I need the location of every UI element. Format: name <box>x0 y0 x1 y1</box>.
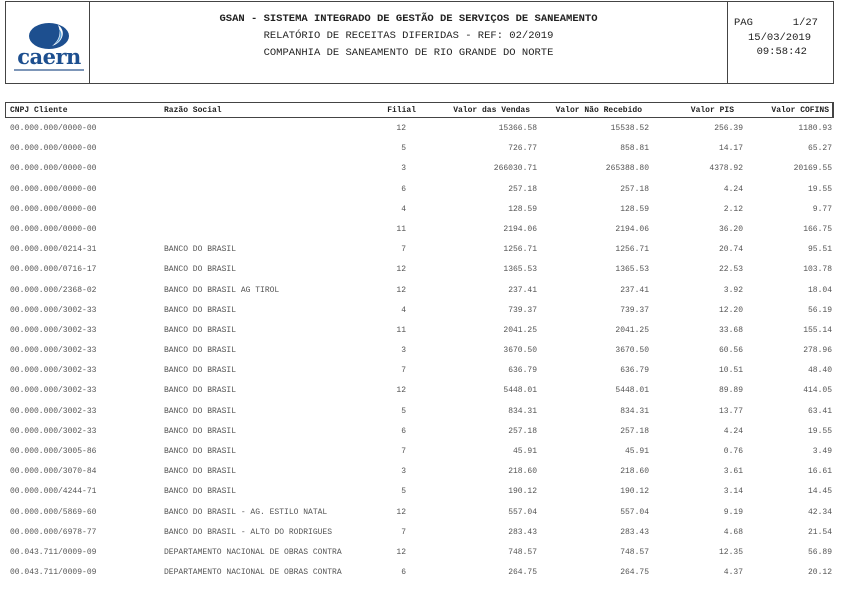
cell-filial: 12 <box>396 124 406 133</box>
column-header-valor-vendas: Valor das Vendas <box>453 106 530 115</box>
cell-filial: 4 <box>401 204 406 214</box>
cell-filial: 7 <box>401 245 406 255</box>
cell-valor-nao-recebido: 739.37 <box>620 305 649 315</box>
cell-valor-nao-recebido: 283.43 <box>620 527 649 537</box>
cell-filial: 6 <box>401 184 406 194</box>
cell-razao-social: BANCO DO BRASIL <box>164 447 237 456</box>
table-row <box>0 245 846 265</box>
cell-filial: 12 <box>396 507 406 517</box>
report-time: 09:58:42 <box>756 46 807 58</box>
cell-valor-pis: 4.37 <box>723 568 743 578</box>
cell-valor-vendas: 190.12 <box>508 487 537 497</box>
cell-valor-nao-recebido: 45.91 <box>624 447 649 456</box>
cell-valor-cofins: 20169.55 <box>793 164 832 174</box>
table-row <box>0 205 846 225</box>
cell-valor-pis: 256.39 <box>714 124 743 133</box>
cell-valor-cofins: 63.41 <box>807 406 832 416</box>
cell-valor-cofins: 21.54 <box>807 527 832 537</box>
cell-cnpj: 00.000.000/3005-86 <box>10 447 97 456</box>
cell-cnpj: 00.000.000/0000-00 <box>10 164 97 174</box>
cell-cnpj: 00.000.000/3002-33 <box>10 305 97 315</box>
cell-valor-cofins: 103.78 <box>803 265 832 275</box>
cell-cnpj: 00.000.000/0000-00 <box>10 144 97 154</box>
cell-valor-vendas: 128.59 <box>508 204 537 214</box>
cell-razao-social: BANCO DO BRASIL <box>164 346 237 356</box>
logo-tagline <box>14 69 84 71</box>
table-row <box>0 548 846 568</box>
report-title-block <box>90 2 727 83</box>
cell-valor-pis: 14.17 <box>718 144 743 154</box>
cell-valor-cofins: 20.12 <box>807 568 832 578</box>
table-row <box>0 386 846 406</box>
cell-valor-nao-recebido: 218.60 <box>620 467 649 477</box>
cell-valor-pis: 3.61 <box>723 467 743 477</box>
cell-filial: 5 <box>401 144 406 154</box>
cell-valor-vendas: 257.18 <box>508 426 537 436</box>
table-row <box>0 306 846 326</box>
cell-valor-vendas: 748.57 <box>508 547 537 557</box>
table-row <box>0 528 846 548</box>
cell-valor-vendas: 3670.50 <box>503 346 537 356</box>
cell-cnpj: 00.000.000/0000-00 <box>10 124 97 133</box>
cell-filial: 7 <box>401 447 406 456</box>
cell-filial: 7 <box>401 366 406 376</box>
cell-razao-social: BANCO DO BRASIL <box>164 265 237 275</box>
cell-cnpj: 00.000.000/3002-33 <box>10 325 97 335</box>
cell-valor-nao-recebido: 190.12 <box>620 487 649 497</box>
cell-valor-cofins: 155.14 <box>803 325 832 335</box>
cell-valor-nao-recebido: 5448.01 <box>615 386 649 396</box>
cell-filial: 3 <box>401 346 406 356</box>
cell-valor-pis: 60.56 <box>718 346 743 356</box>
cell-filial: 12 <box>396 386 406 396</box>
cell-valor-pis: 9.19 <box>723 507 743 517</box>
cell-cnpj: 00.000.000/3002-33 <box>10 386 97 396</box>
report-header <box>5 1 834 84</box>
cell-valor-pis: 22.53 <box>718 265 743 275</box>
column-header-valor-pis: Valor PIS <box>690 106 734 115</box>
cell-valor-nao-recebido: 2194.06 <box>615 224 649 234</box>
cell-valor-vendas: 257.18 <box>508 184 537 194</box>
table-row <box>0 366 846 386</box>
cell-valor-cofins: 278.96 <box>803 346 832 356</box>
table-row <box>0 427 846 447</box>
table-row <box>0 144 846 164</box>
cell-valor-vendas: 218.60 <box>508 467 537 477</box>
cell-valor-cofins: 18.04 <box>807 285 832 295</box>
table-row <box>0 487 846 507</box>
cell-valor-nao-recebido: 858.81 <box>620 144 649 154</box>
cell-valor-nao-recebido: 834.31 <box>620 406 649 416</box>
cell-valor-vendas: 266030.71 <box>493 164 537 174</box>
cell-valor-vendas: 726.77 <box>508 144 537 154</box>
cell-cnpj: 00.000.000/4244-71 <box>10 487 97 497</box>
company-name: COMPANHIA DE SANEAMENTO DE RIO GRANDE DO NORTE <box>263 47 554 59</box>
cell-valor-nao-recebido: 748.57 <box>620 547 649 557</box>
table-row <box>0 286 846 306</box>
cell-valor-cofins: 14.45 <box>807 487 832 497</box>
cell-filial: 12 <box>396 547 406 557</box>
cell-valor-vendas: 557.04 <box>508 507 537 517</box>
cell-razao-social: BANCO DO BRASIL <box>164 467 237 477</box>
cell-razao-social: BANCO DO BRASIL <box>164 325 237 335</box>
cell-valor-cofins: 1180.93 <box>798 124 832 133</box>
cell-filial: 5 <box>401 406 406 416</box>
cell-filial: 11 <box>396 325 406 335</box>
column-header-valor-nao-recebido: Valor Não Recebido <box>555 106 642 115</box>
cell-valor-cofins: 65.27 <box>807 144 832 154</box>
table-row <box>0 225 846 245</box>
cell-razao-social: BANCO DO BRASIL <box>164 245 237 255</box>
cell-valor-nao-recebido: 264.75 <box>620 568 649 578</box>
cell-valor-pis: 4.24 <box>723 184 743 194</box>
cell-valor-cofins: 95.51 <box>807 245 832 255</box>
cell-valor-cofins: 56.89 <box>807 547 832 557</box>
cell-cnpj: 00.000.000/0000-00 <box>10 224 97 234</box>
table-body <box>0 124 846 588</box>
cell-valor-cofins: 414.05 <box>803 386 832 396</box>
table-row <box>0 508 846 528</box>
cell-valor-cofins: 3.49 <box>812 447 832 456</box>
cell-valor-cofins: 9.77 <box>812 204 832 214</box>
cell-valor-pis: 0.76 <box>723 447 743 456</box>
table-row <box>0 185 846 205</box>
report-title: RELATÓRIO DE RECEITAS DIFERIDAS - REF: 02/2019 <box>263 30 554 42</box>
table-row <box>0 326 846 346</box>
cell-valor-nao-recebido: 128.59 <box>620 204 649 214</box>
cell-valor-pis: 4.24 <box>723 426 743 436</box>
cell-valor-cofins: 166.75 <box>803 224 832 234</box>
cell-filial: 12 <box>396 265 406 275</box>
cell-valor-vendas: 5448.01 <box>503 386 537 396</box>
cell-filial: 3 <box>401 164 406 174</box>
cell-valor-pis: 4378.92 <box>709 164 743 174</box>
cell-valor-nao-recebido: 3670.50 <box>615 346 649 356</box>
table-row <box>0 447 846 467</box>
cell-cnpj: 00.000.000/0000-00 <box>10 204 97 214</box>
cell-razao-social: BANCO DO BRASIL <box>164 386 237 396</box>
column-header-valor-cofins: Valor COFINS <box>771 106 829 115</box>
cell-valor-vendas: 739.37 <box>508 305 537 315</box>
cell-valor-nao-recebido: 1256.71 <box>615 245 649 255</box>
cell-razao-social: BANCO DO BRASIL <box>164 406 237 416</box>
cell-valor-pis: 13.77 <box>718 406 743 416</box>
table-row <box>0 407 846 427</box>
table-row <box>0 164 846 184</box>
cell-valor-pis: 2.12 <box>723 204 743 214</box>
cell-valor-vendas: 636.79 <box>508 366 537 376</box>
cell-filial: 12 <box>396 285 406 295</box>
cell-valor-nao-recebido: 237.41 <box>620 285 649 295</box>
cell-valor-vendas: 834.31 <box>508 406 537 416</box>
cell-valor-cofins: 16.61 <box>807 467 832 477</box>
cell-razao-social: BANCO DO BRASIL <box>164 366 237 376</box>
cell-cnpj: 00.000.000/3070-84 <box>10 467 97 477</box>
cell-valor-nao-recebido: 257.18 <box>620 426 649 436</box>
cell-filial: 7 <box>401 527 406 537</box>
cell-valor-nao-recebido: 15538.52 <box>610 124 649 133</box>
cell-valor-pis: 3.14 <box>723 487 743 497</box>
cell-cnpj: 00.043.711/0009-09 <box>10 568 97 578</box>
cell-razao-social: DEPARTAMENTO NACIONAL DE OBRAS CONTRA <box>164 547 342 557</box>
cell-valor-vendas: 15366.58 <box>498 124 537 133</box>
cell-valor-vendas: 264.75 <box>508 568 537 578</box>
table-row <box>0 124 846 144</box>
cell-cnpj: 00.000.000/0214-31 <box>10 245 97 255</box>
system-title: GSAN - SISTEMA INTEGRADO DE GESTÃO DE SERVIÇOS DE SANEAMENTO <box>219 13 598 25</box>
cell-valor-nao-recebido: 1365.53 <box>615 265 649 275</box>
page-info <box>727 2 833 83</box>
cell-cnpj: 00.000.000/3002-33 <box>10 426 97 436</box>
cell-valor-cofins: 19.55 <box>807 184 832 194</box>
logo-text: caern <box>17 44 81 69</box>
table-header <box>5 102 834 118</box>
cell-cnpj: 00.000.000/3002-33 <box>10 406 97 416</box>
cell-valor-pis: 10.51 <box>718 366 743 376</box>
cell-valor-vendas: 2194.06 <box>503 224 537 234</box>
report-date: 15/03/2019 <box>747 32 811 44</box>
table-row <box>0 568 846 588</box>
table-row <box>0 346 846 366</box>
column-header-filial: Filial <box>387 106 416 115</box>
cell-valor-pis: 20.74 <box>718 245 743 255</box>
cell-valor-cofins: 56.19 <box>807 305 832 315</box>
cell-valor-nao-recebido: 636.79 <box>620 366 649 376</box>
cell-cnpj: 00.000.000/3002-33 <box>10 366 97 376</box>
column-header-cnpj: CNPJ Cliente <box>10 106 68 115</box>
cell-valor-pis: 33.68 <box>718 325 743 335</box>
table-row <box>0 467 846 487</box>
cell-razao-social: BANCO DO BRASIL - AG. ESTILO NATAL <box>164 507 328 517</box>
cell-cnpj: 00.000.000/5869-60 <box>10 507 97 517</box>
cell-cnpj: 00.000.000/3002-33 <box>10 346 97 356</box>
cell-filial: 5 <box>401 487 406 497</box>
cell-razao-social: BANCO DO BRASIL - ALTO DO RODRIGUES <box>164 527 333 537</box>
cell-razao-social: DEPARTAMENTO NACIONAL DE OBRAS CONTRA <box>164 568 342 578</box>
cell-filial: 6 <box>401 426 406 436</box>
column-header-razao-social: Razão Social <box>164 106 222 115</box>
cell-cnpj: 00.000.000/2368-02 <box>10 285 97 295</box>
cell-valor-cofins: 42.34 <box>807 507 832 517</box>
cell-valor-vendas: 2041.25 <box>503 325 537 335</box>
cell-valor-vendas: 1365.53 <box>503 265 537 275</box>
cell-valor-nao-recebido: 557.04 <box>620 507 649 517</box>
cell-valor-nao-recebido: 257.18 <box>620 184 649 194</box>
cell-valor-nao-recebido: 265388.80 <box>605 164 649 174</box>
cell-cnpj: 00.000.000/0716-17 <box>10 265 97 275</box>
cell-razao-social: BANCO DO BRASIL <box>164 426 237 436</box>
page-label: PAG <box>734 17 753 29</box>
cell-valor-pis: 89.89 <box>718 386 743 396</box>
cell-valor-cofins: 19.55 <box>807 426 832 436</box>
cell-valor-pis: 4.68 <box>723 527 743 537</box>
cell-valor-nao-recebido: 2041.25 <box>615 325 649 335</box>
cell-filial: 3 <box>401 467 406 477</box>
cell-valor-pis: 3.92 <box>723 285 743 295</box>
cell-valor-vendas: 45.91 <box>512 447 537 456</box>
cell-filial: 11 <box>396 224 406 234</box>
cell-razao-social: BANCO DO BRASIL AG TIROL <box>164 285 280 295</box>
cell-valor-vendas: 283.43 <box>508 527 537 537</box>
cell-cnpj: 00.000.000/6978-77 <box>10 527 97 537</box>
cell-cnpj: 00.000.000/0000-00 <box>10 184 97 194</box>
cell-cnpj: 00.043.711/0009-09 <box>10 547 97 557</box>
page-value: 1/27 <box>792 17 818 29</box>
table-row <box>0 265 846 285</box>
cell-filial: 4 <box>401 305 406 315</box>
cell-valor-cofins: 48.40 <box>807 366 832 376</box>
cell-valor-vendas: 1256.71 <box>503 245 537 255</box>
logo-cell <box>6 2 90 83</box>
cell-valor-pis: 36.20 <box>718 224 743 234</box>
cell-valor-vendas: 237.41 <box>508 285 537 295</box>
cell-razao-social: BANCO DO BRASIL <box>164 305 237 315</box>
cell-valor-pis: 12.35 <box>718 547 743 557</box>
cell-filial: 6 <box>401 568 406 578</box>
cell-valor-pis: 12.20 <box>718 305 743 315</box>
cell-razao-social: BANCO DO BRASIL <box>164 487 237 497</box>
